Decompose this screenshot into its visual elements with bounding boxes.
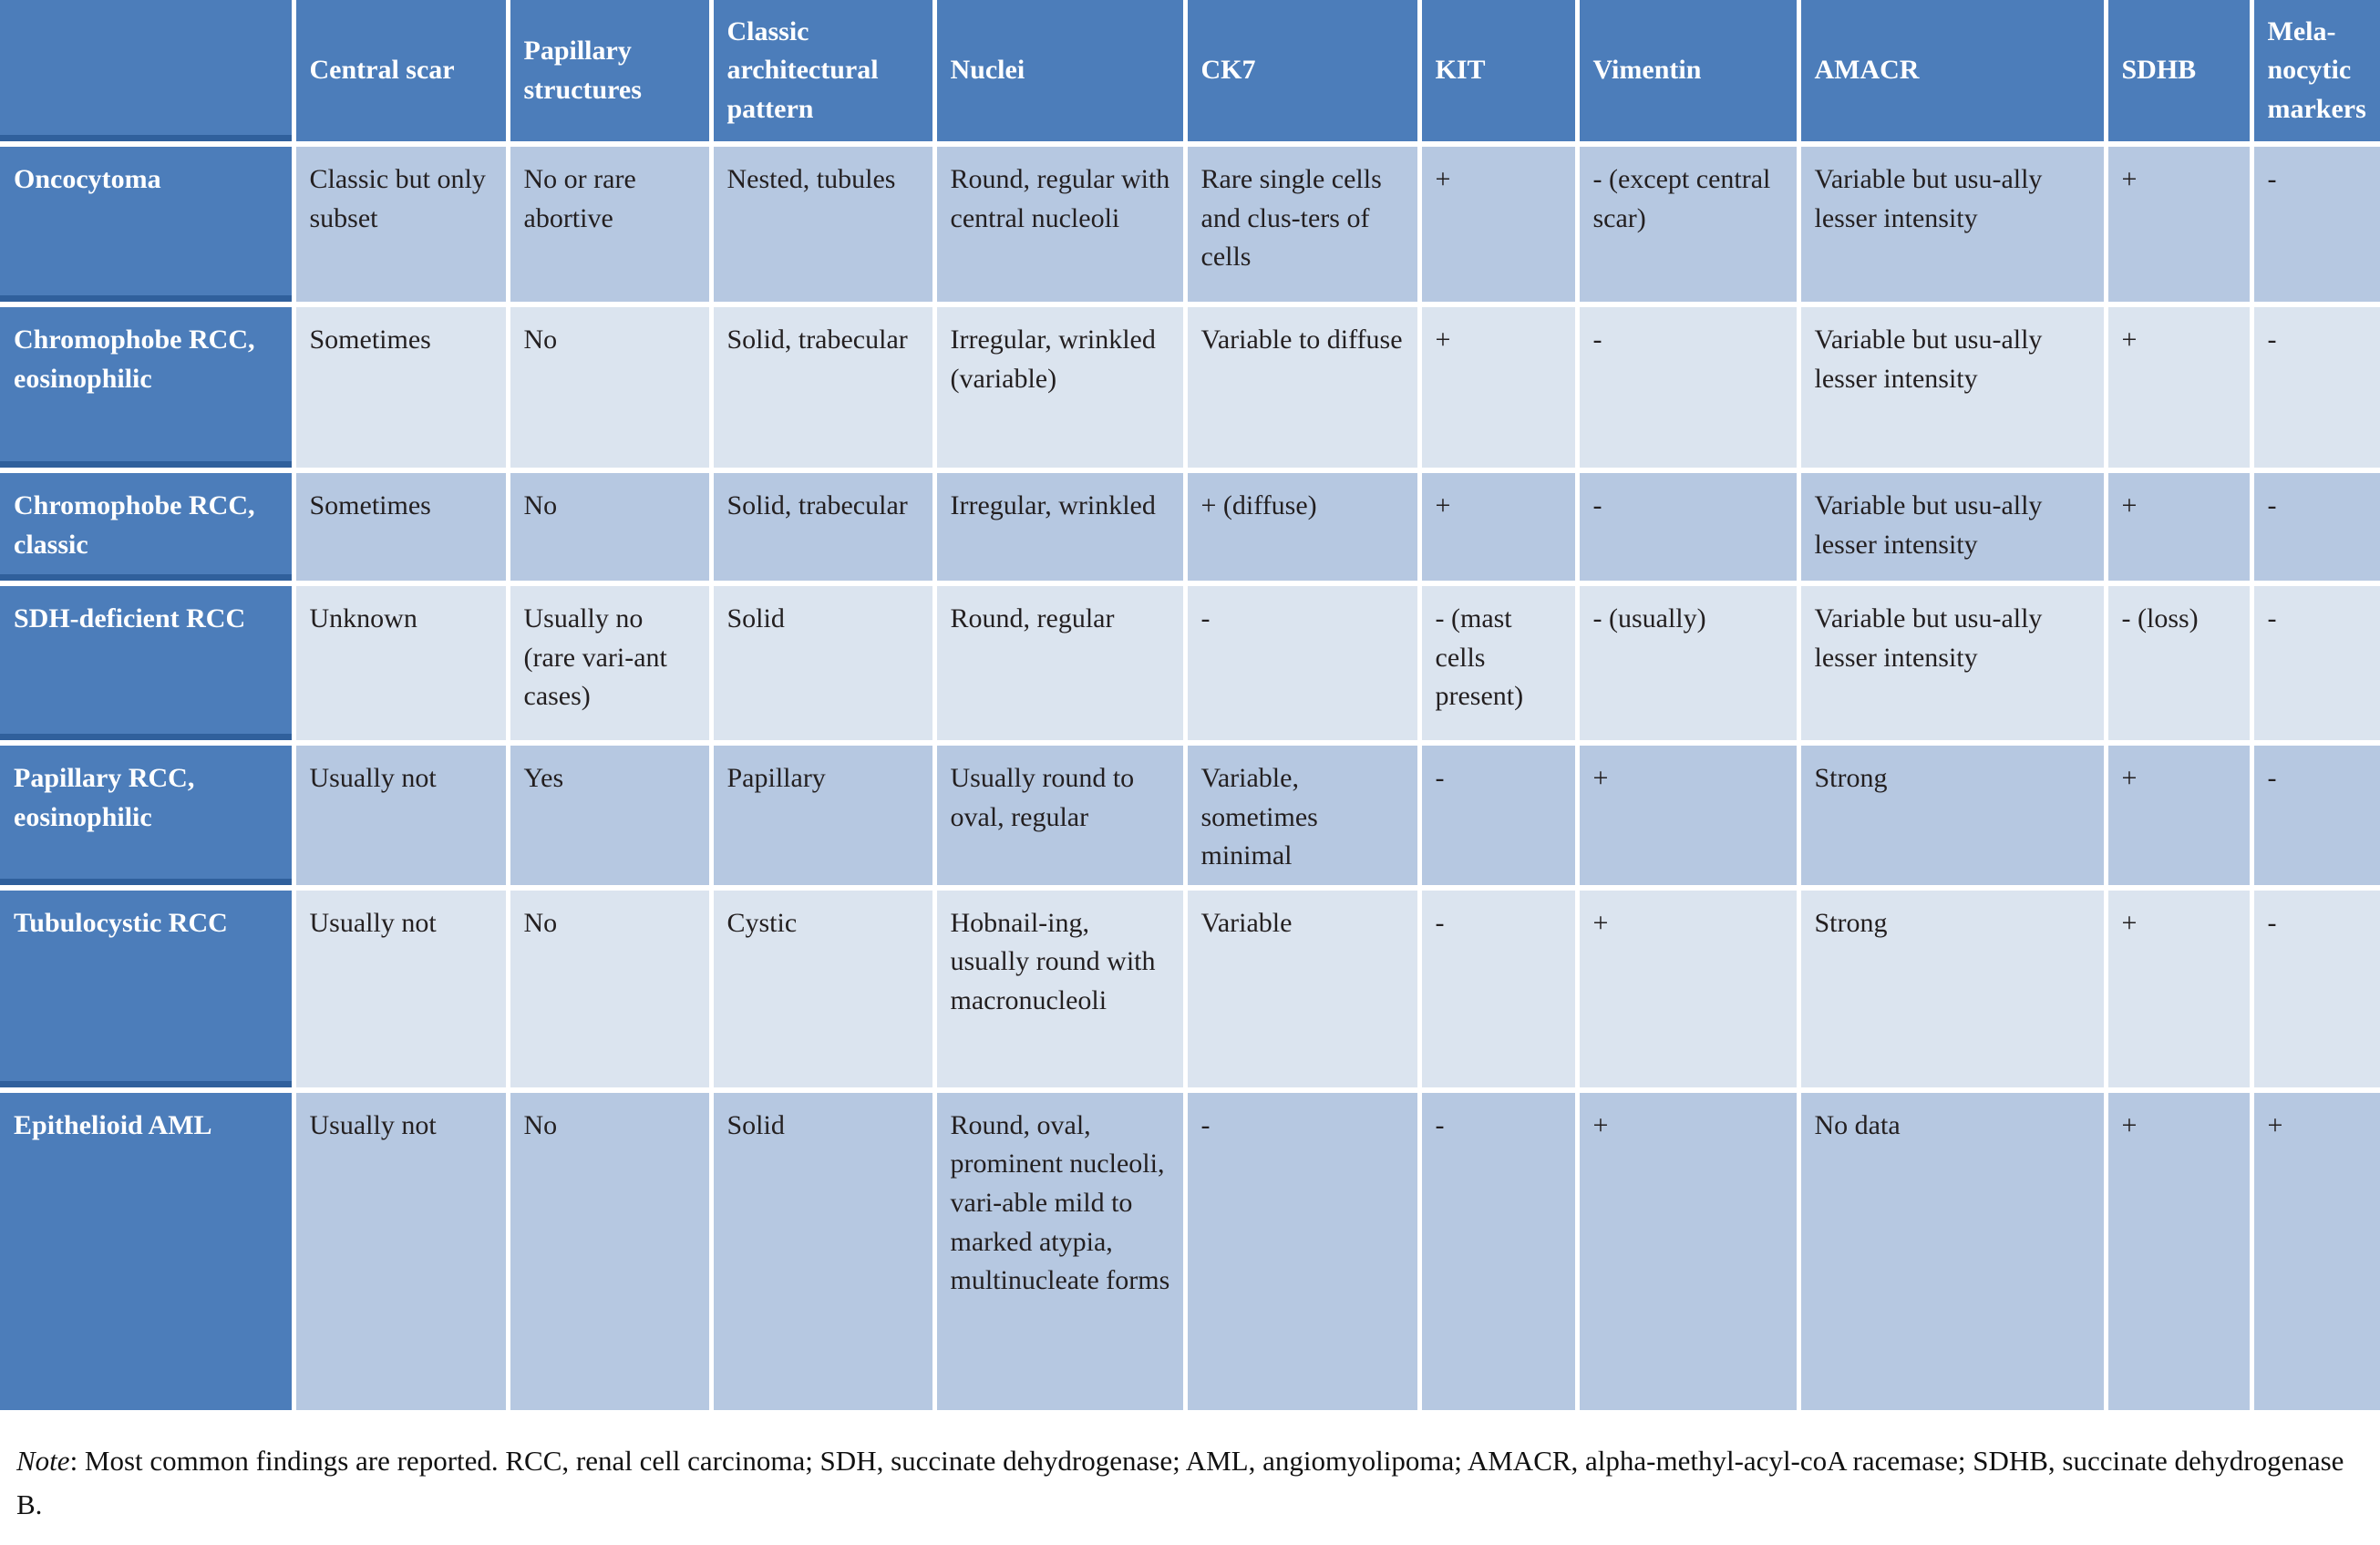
table-cell: -	[2251, 144, 2380, 304]
table-cell: Yes	[508, 743, 711, 888]
table-cell: Variable, sometimes minimal	[1185, 743, 1419, 888]
row-label-oncocytoma: Oncocytoma	[0, 144, 294, 304]
table-cell: Variable but usu-ally lesser intensity	[1798, 144, 2106, 304]
table-cell: - (mast cells present)	[1419, 583, 1577, 743]
table-cell: Cystic	[711, 888, 934, 1090]
table-row	[0, 470, 2380, 583]
table-row	[0, 743, 2380, 888]
table-row	[0, 888, 2380, 1090]
table-cell: +	[2106, 1090, 2251, 1413]
table-cell: +	[1577, 743, 1798, 888]
table-cell: No data	[1798, 1090, 2106, 1413]
table-row	[0, 583, 2380, 743]
table-cell: Rare single cells and clus-ters of cells	[1185, 144, 1419, 304]
table-cell: No	[508, 304, 711, 470]
table-note	[0, 1439, 2380, 1545]
table-cell: Hobnail-ing, usually round with macronucleoli	[934, 888, 1185, 1090]
table-cell: Usually not	[294, 1090, 508, 1413]
table-cell: Sometimes	[294, 304, 508, 470]
table-cell: -	[2251, 743, 2380, 888]
table-cell: -	[2251, 470, 2380, 583]
table-cell: Variable but usu-ally lesser intensity	[1798, 470, 2106, 583]
table-cell: -	[2251, 583, 2380, 743]
note-label: Note	[16, 1444, 70, 1477]
note-text: : Most common findings are reported. RCC, renal cell carcinoma; SDH, succinate dehydrogenase; AML, angiomyolipoma; AMACR, alpha-methyl-acyl-coA racemase; SDHB, succinate dehydrogenase B.	[16, 1444, 2344, 1520]
table-cell: Solid, trabecular	[711, 304, 934, 470]
table-cell: -	[1185, 583, 1419, 743]
table-cell: Irregular, wrinkled	[934, 470, 1185, 583]
table-cell: Unknown	[294, 583, 508, 743]
table-cell: Sometimes	[294, 470, 508, 583]
table-cell: -	[2251, 888, 2380, 1090]
table-cell: Round, regular	[934, 583, 1185, 743]
table-cell: Usually round to oval, regular	[934, 743, 1185, 888]
column-header-amacr: AMACR	[1798, 0, 2106, 144]
table-cell: -	[2251, 304, 2380, 470]
corner-header-cell	[0, 0, 294, 144]
row-label-tubulocystic-rcc: Tubulocystic RCC	[0, 888, 294, 1090]
table-cell: Usually not	[294, 888, 508, 1090]
table-cell: No or rare abortive	[508, 144, 711, 304]
column-header-kit: KIT	[1419, 0, 1577, 144]
table-cell: +	[1419, 304, 1577, 470]
table-cell: Strong	[1798, 888, 2106, 1090]
table-cell: -	[1577, 304, 1798, 470]
row-label-chromophobe-rcc-classic: Chromophobe RCC, classic	[0, 470, 294, 583]
table-cell: No	[508, 888, 711, 1090]
table-cell: Papillary	[711, 743, 934, 888]
column-header-classic-architectural-pattern: Classic architectural pattern	[711, 0, 934, 144]
table-cell: +	[2106, 743, 2251, 888]
row-label-epithelioid-aml: Epithelioid AML	[0, 1090, 294, 1413]
table-cell: +	[2106, 470, 2251, 583]
table-cell: Variable	[1185, 888, 1419, 1090]
table-cell: - (except central scar)	[1577, 144, 1798, 304]
column-header-central-scar: Central scar	[294, 0, 508, 144]
table-cell: +	[1577, 1090, 1798, 1413]
table-cell: +	[2106, 144, 2251, 304]
table-cell: +	[1419, 470, 1577, 583]
table-cell: No	[508, 1090, 711, 1413]
table-cell: -	[1419, 1090, 1577, 1413]
table-cell: Solid, trabecular	[711, 470, 934, 583]
table-cell: +	[1419, 144, 1577, 304]
table-cell: Round, oval, prominent nucleoli, vari-able mild to marked atypia, multinucleate forms	[934, 1090, 1185, 1413]
table-cell: Variable to diffuse	[1185, 304, 1419, 470]
table-cell: - (loss)	[2106, 583, 2251, 743]
table-cell: + (diffuse)	[1185, 470, 1419, 583]
table-row	[0, 304, 2380, 470]
column-header-papillary-structures: Papillary structures	[508, 0, 711, 144]
table-cell: -	[1185, 1090, 1419, 1413]
table-cell: +	[2106, 304, 2251, 470]
column-header-melanocytic-markers: Mela-nocytic markers	[2251, 0, 2380, 144]
table-cell: +	[2251, 1090, 2380, 1413]
table-cell: Variable but usu-ally lesser intensity	[1798, 304, 2106, 470]
table-cell: Usually no (rare vari-ant cases)	[508, 583, 711, 743]
row-label-papillary-rcc-eosinophilic: Papillary RCC, eosinophilic	[0, 743, 294, 888]
table-cell: Round, regular with central nucleoli	[934, 144, 1185, 304]
header-row	[0, 0, 2380, 144]
table-cell: Solid	[711, 583, 934, 743]
table-cell: Classic but only subset	[294, 144, 508, 304]
table-cell: -	[1577, 470, 1798, 583]
table-row	[0, 1090, 2380, 1413]
table-cell: Irregular, wrinkled (variable)	[934, 304, 1185, 470]
table-cell: +	[1577, 888, 1798, 1090]
row-label-chromophobe-rcc-eosinophilic: Chromophobe RCC, eosinophilic	[0, 304, 294, 470]
table-cell: - (usually)	[1577, 583, 1798, 743]
table-cell: Solid	[711, 1090, 934, 1413]
table-cell: Strong	[1798, 743, 2106, 888]
column-header-nuclei: Nuclei	[934, 0, 1185, 144]
table-cell: Variable but usu-ally lesser intensity	[1798, 583, 2106, 743]
table-cell: -	[1419, 743, 1577, 888]
row-label-sdh-deficient-rcc: SDH-deficient RCC	[0, 583, 294, 743]
table-cell: Nested, tubules	[711, 144, 934, 304]
column-header-vimentin: Vimentin	[1577, 0, 1798, 144]
column-header-ck7: CK7	[1185, 0, 1419, 144]
table-row	[0, 144, 2380, 304]
table-cell: No	[508, 470, 711, 583]
table-cell: +	[2106, 888, 2251, 1090]
table-cell: Usually not	[294, 743, 508, 888]
column-header-sdhb: SDHB	[2106, 0, 2251, 144]
table-cell: -	[1419, 888, 1577, 1090]
